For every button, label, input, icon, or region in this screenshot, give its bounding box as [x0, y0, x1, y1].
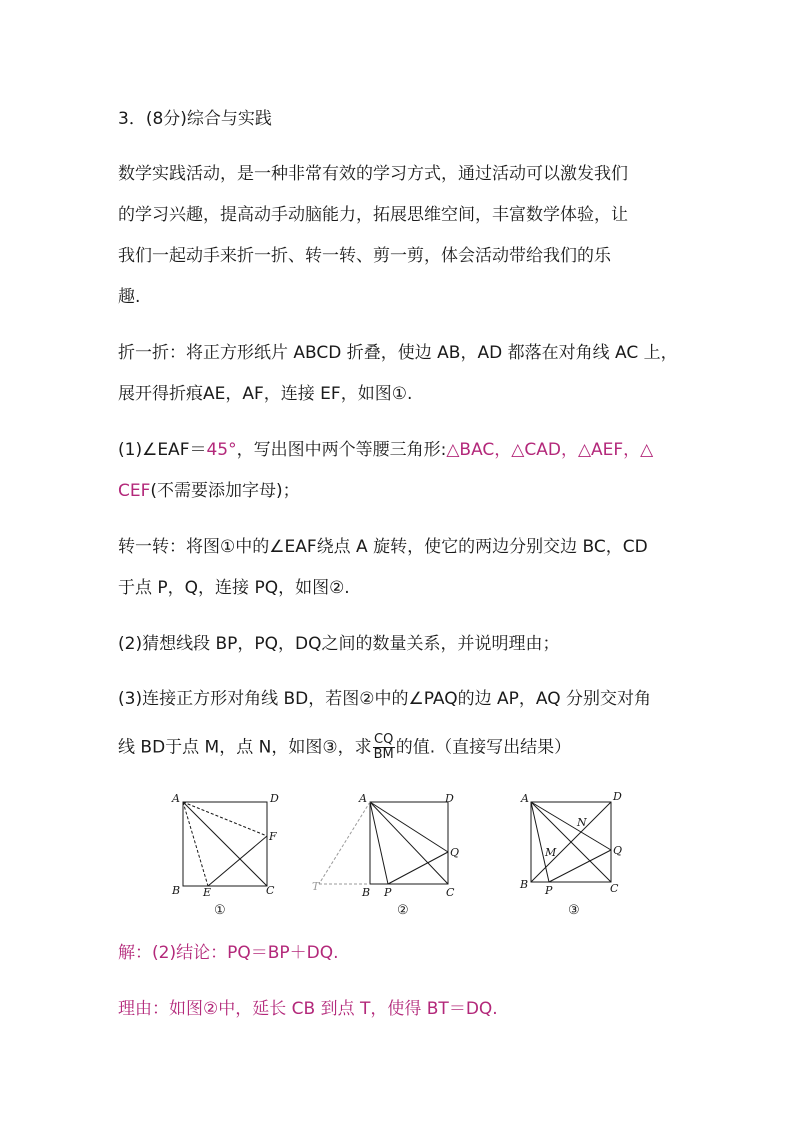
q1-suffix: (不需要添加字母)；	[150, 481, 300, 501]
intro-line-2: 的学习兴趣，提高动手动脑能力，拓展思维空间，丰富数学体验，让	[118, 205, 628, 225]
intro-line-4: 趣.	[118, 287, 141, 307]
solution-line-1: 解：(2)结论：PQ＝BP＋DQ.	[118, 943, 339, 963]
q1-prefix: (1)∠EAF＝	[118, 440, 207, 460]
segment-ap	[531, 802, 549, 882]
cq-over-bm-fraction	[373, 733, 395, 762]
q1-angle-answer: 45°	[206, 440, 237, 460]
label-p: P	[384, 886, 392, 899]
label-q: Q	[450, 846, 460, 859]
label-b: B	[520, 878, 529, 891]
q3-line2-suffix: 的值.（直接写出结果）	[395, 737, 572, 758]
diagonal-ac	[183, 802, 267, 886]
fraction-numerator: CQ	[374, 732, 394, 747]
label-q: Q	[613, 844, 623, 857]
label-f: F	[269, 830, 277, 843]
figure-2	[305, 790, 470, 920]
figure-3-caption: ③	[568, 903, 580, 918]
figure-1	[165, 790, 285, 920]
label-c: C	[446, 886, 455, 899]
q1-triangles-answer-part2: CEF	[118, 481, 151, 501]
figure-2-caption: ②	[397, 903, 409, 918]
label-d: D	[270, 792, 279, 805]
intro-line-3: 我们一起动手来折一折、转一转、剪一剪，体会活动带给我们的乐	[118, 246, 611, 266]
label-a: A	[359, 792, 367, 805]
rotate-line-2: 于点 P，Q，连接 PQ，如图②.	[118, 578, 350, 598]
label-e: E	[203, 886, 212, 899]
segment-aq	[531, 802, 611, 850]
question-3-line-2	[118, 733, 571, 762]
segment-aq	[370, 802, 448, 852]
label-d: D	[445, 792, 454, 805]
rotate-line-1: 转一转：将图①中的∠EAF绕点 A 旋转，使它的两边分别交边 BC，CD	[118, 537, 648, 557]
solution-line-2: 理由：如图②中，延长 CB 到点 T，使得 BT＝DQ.	[118, 999, 498, 1019]
question-2: (2)猜想线段 BP，PQ，DQ之间的数量关系，并说明理由；	[118, 634, 560, 654]
question-3-line-1: (3)连接正方形对角线 BD，若图②中的∠PAQ的边 AP，AQ 分别交对角	[118, 689, 651, 709]
question-1-line-1	[118, 439, 653, 461]
question-1-line-2	[118, 480, 300, 502]
label-a: A	[172, 792, 180, 805]
segment-ap	[370, 802, 388, 884]
problem-header: 3．(8分)综合与实践	[118, 109, 272, 129]
label-c: C	[266, 884, 275, 897]
label-d: D	[613, 790, 622, 803]
fraction-denominator: BM	[373, 747, 394, 762]
label-t: T	[312, 880, 320, 893]
segment-ef	[208, 836, 267, 886]
segment-at	[319, 802, 370, 884]
label-p: P	[545, 884, 553, 897]
label-b: B	[172, 884, 181, 897]
fold-line-1: 折一折：将正方形纸片 ABCD 折叠，使边 AB，AD 都落在对角线 AC 上，	[118, 343, 678, 363]
q3-line2-prefix: 线 BD于点 M，点 N，如图③，求	[118, 737, 372, 758]
label-a: A	[521, 792, 529, 805]
fold-line-2: 展开得折痕AE，AF，连接 EF，如图①.	[118, 384, 413, 404]
diagonal-ac	[370, 802, 448, 884]
figure-3	[505, 790, 645, 920]
label-n: N	[577, 816, 587, 829]
label-m: M	[545, 846, 557, 859]
label-b: B	[362, 886, 371, 899]
q1-triangles-answer-part1: △BAC，△CAD，△AEF，△	[446, 440, 654, 460]
fold-af	[183, 802, 267, 836]
segment-pq	[388, 852, 448, 884]
q1-middle: ，写出图中两个等腰三角形:	[236, 440, 447, 460]
intro-line-1: 数学实践活动，是一种非常有效的学习方式，通过活动可以激发我们	[118, 164, 628, 184]
label-c: C	[610, 882, 619, 895]
figure-1-caption: ①	[214, 903, 226, 918]
